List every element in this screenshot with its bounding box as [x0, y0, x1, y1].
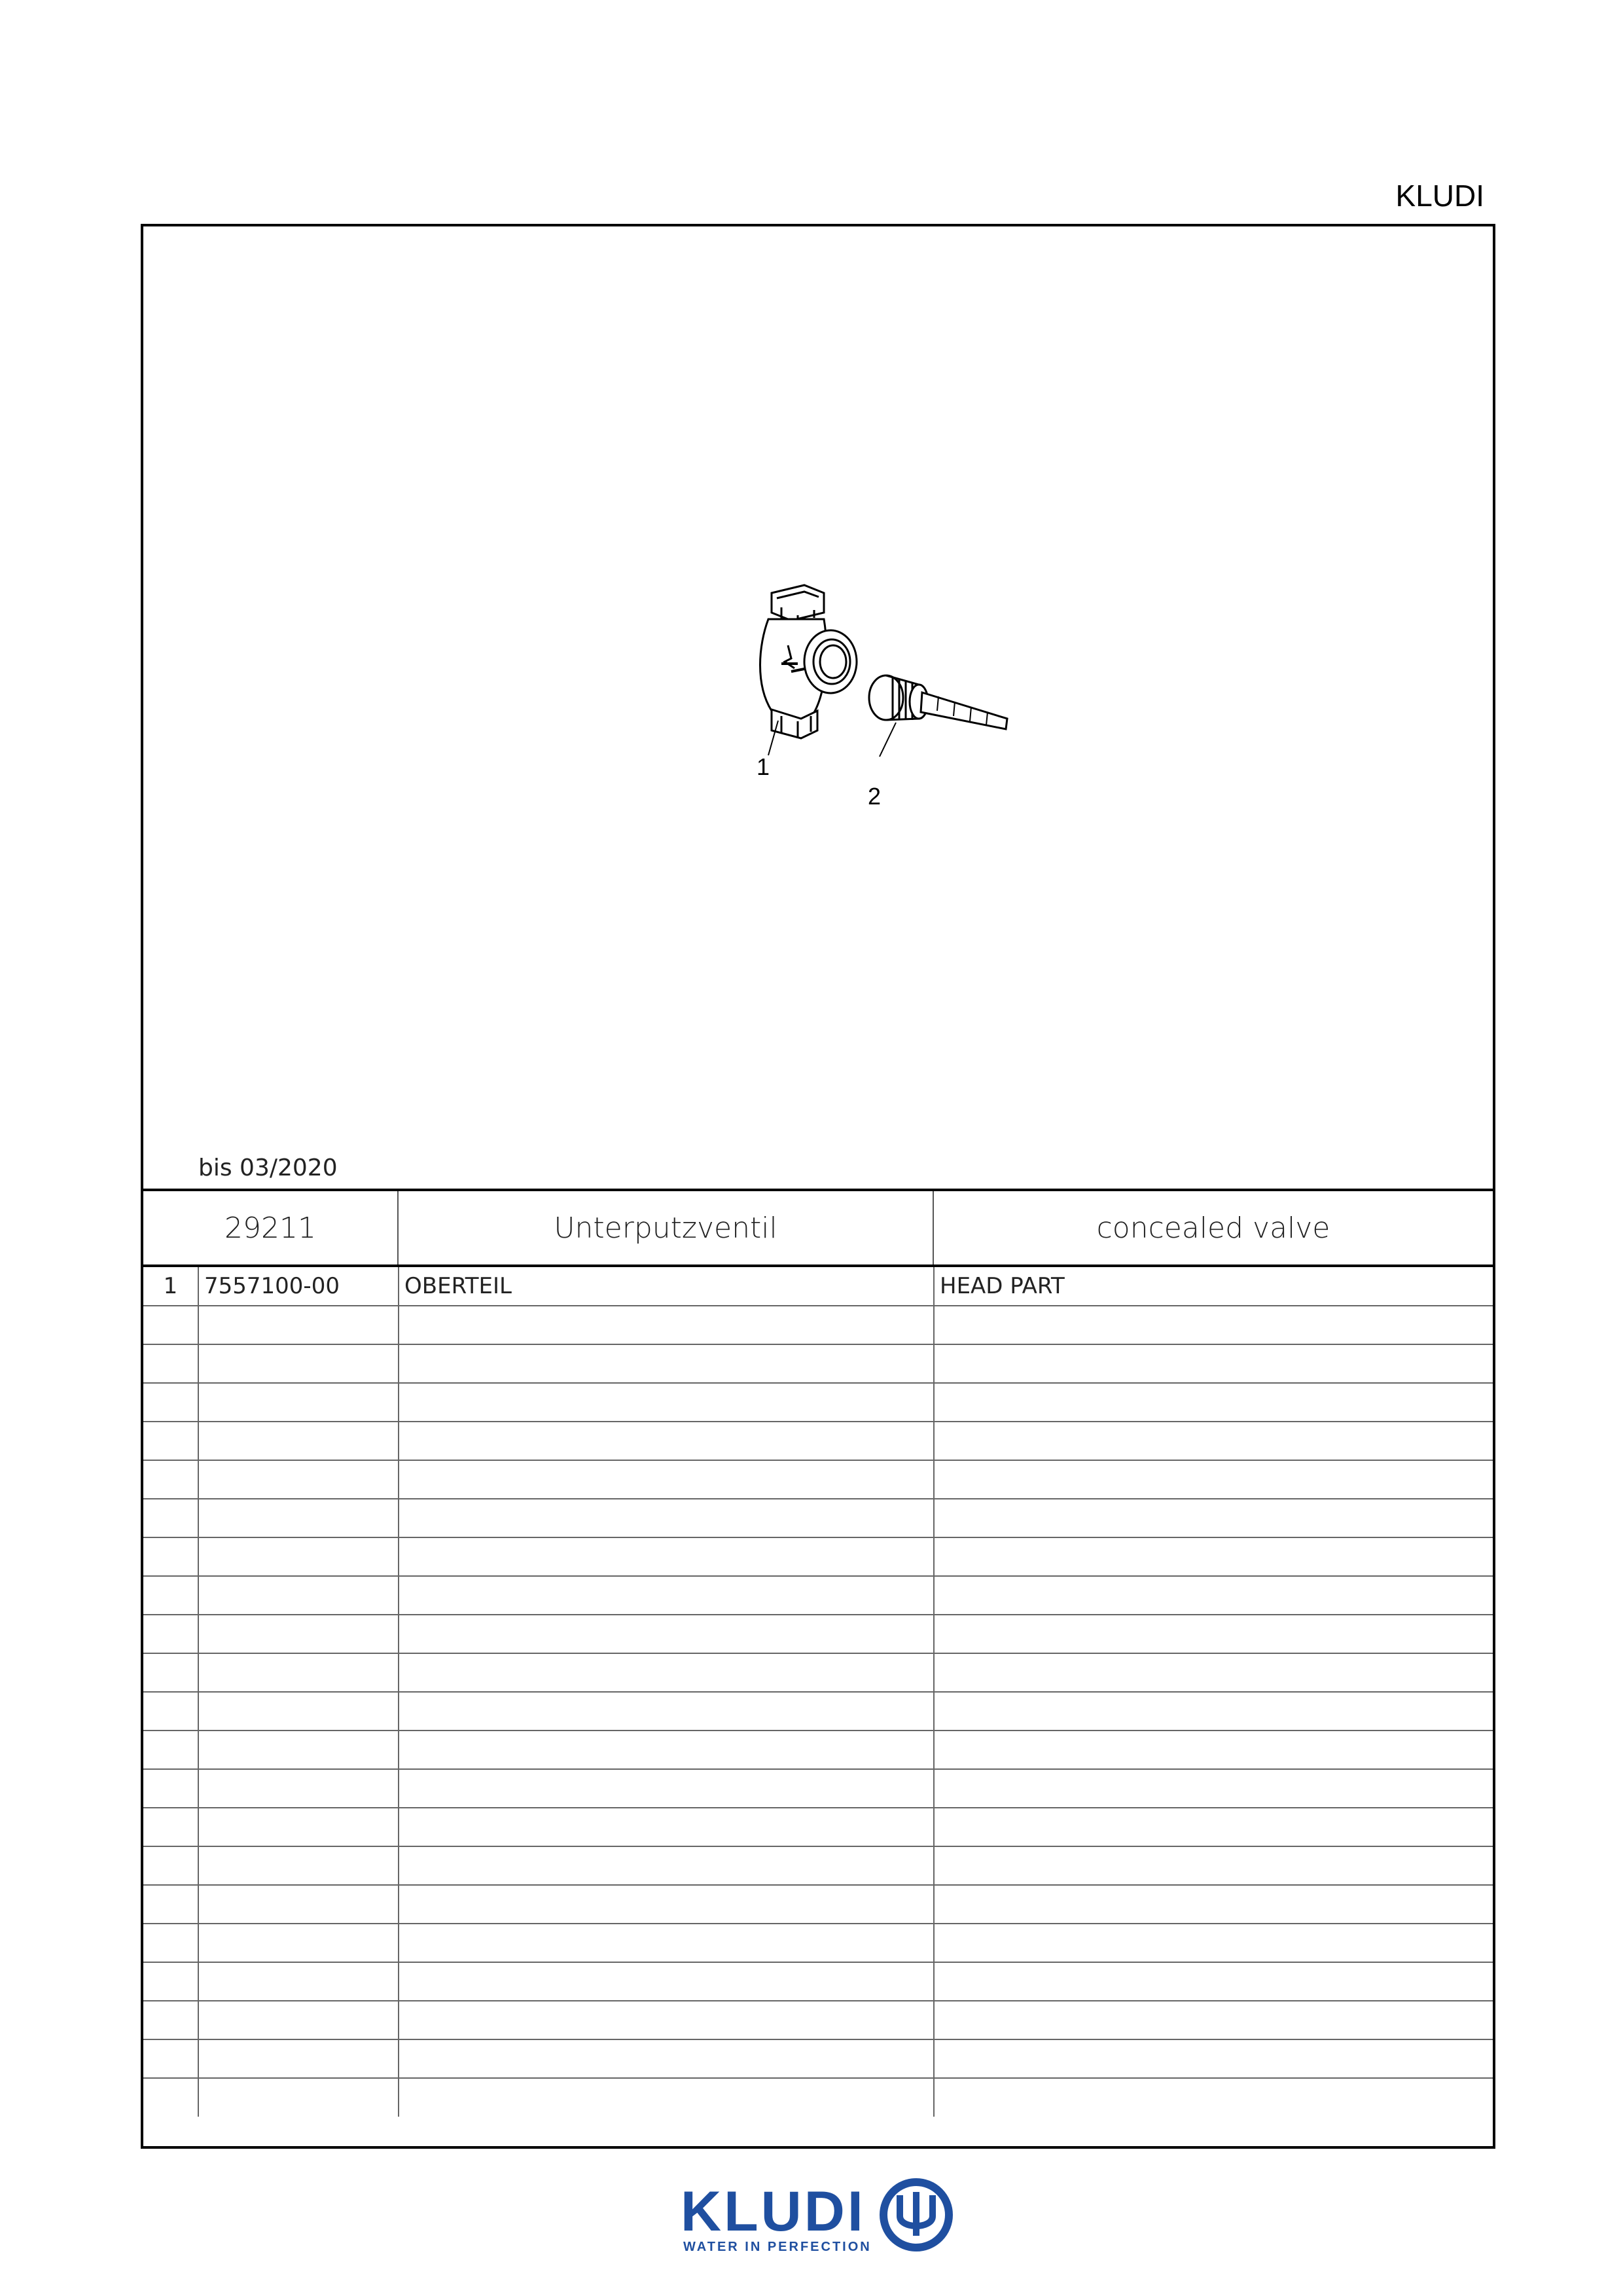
part-number — [198, 1846, 399, 1885]
part-position — [143, 1537, 198, 1576]
kludi-logo — [681, 2179, 969, 2258]
part-name-en — [934, 1653, 1493, 1692]
valve-drawing-svg — [143, 226, 1493, 1186]
part-number — [198, 1769, 399, 1808]
part-position — [143, 1808, 198, 1846]
table-row — [143, 1885, 1493, 1924]
part-name-de — [399, 1576, 934, 1615]
part-number — [198, 1653, 399, 1692]
logo-tagline: WATER IN PERFECTION — [683, 2240, 872, 2254]
part-name-de — [399, 1846, 934, 1885]
part-position — [143, 2078, 198, 2117]
part-name-de — [399, 1962, 934, 2001]
part-name-en — [934, 1344, 1493, 1383]
part-name-de — [399, 1422, 934, 1460]
part-number — [198, 1383, 399, 1422]
part-position — [143, 1924, 198, 1962]
part-position — [143, 1306, 198, 1344]
part-name-de — [399, 1731, 934, 1769]
part-number: 7557100-00 — [198, 1267, 399, 1306]
part-name-en — [934, 1924, 1493, 1962]
part-name-en — [934, 1692, 1493, 1731]
part-position — [143, 1344, 198, 1383]
product-name-en: concealed valve — [1096, 1211, 1330, 1245]
part-name-en — [934, 1499, 1493, 1537]
product-header — [143, 1189, 1493, 1267]
part-position — [143, 1769, 198, 1808]
part-position — [143, 1576, 198, 1615]
part-name-de — [399, 1499, 934, 1537]
logo-wordmark: KLUDI — [681, 2180, 866, 2243]
part-number — [198, 1537, 399, 1576]
part-name-de — [399, 1615, 934, 1653]
part-name-en — [934, 1962, 1493, 2001]
table-row — [143, 1537, 1493, 1576]
kludi-emblem-icon — [877, 2176, 955, 2254]
validity-note: bis 03/2020 — [198, 1155, 338, 1181]
part-position: 1 — [143, 1267, 198, 1306]
part-name-en — [934, 1306, 1493, 1344]
part-position — [143, 1885, 198, 1924]
table-row — [143, 1460, 1493, 1499]
part-number — [198, 2078, 399, 2117]
exploded-drawing — [143, 226, 1493, 1189]
part-number — [198, 2001, 399, 2039]
table-row — [143, 1808, 1493, 1846]
part-name-en: HEAD PART — [934, 1267, 1493, 1306]
parts-table — [143, 1267, 1493, 2117]
part-name-de — [399, 1885, 934, 1924]
part-number — [198, 1576, 399, 1615]
table-row — [143, 1962, 1493, 2001]
part-position — [143, 1460, 198, 1499]
valve-body-drawing — [760, 585, 857, 738]
part-name-en — [934, 2039, 1493, 2078]
part-position — [143, 1962, 198, 2001]
part-name-en — [934, 1422, 1493, 1460]
part-name-de — [399, 1692, 934, 1731]
part-position — [143, 1692, 198, 1731]
part-number — [198, 1962, 399, 2001]
product-name-de: Unterputzventil — [399, 1191, 934, 1265]
part-position — [143, 1731, 198, 1769]
part-name-de — [399, 1306, 934, 1344]
part-name-de — [399, 2001, 934, 2039]
part-position — [143, 1383, 198, 1422]
part-name-de — [399, 1653, 934, 1692]
table-row — [143, 1383, 1493, 1422]
table-row — [143, 1653, 1493, 1692]
table-row — [143, 2039, 1493, 2078]
table-row — [143, 1499, 1493, 1537]
table-row — [143, 1306, 1493, 1344]
callout-1: 1 — [757, 753, 770, 780]
part-name-en — [934, 2001, 1493, 2039]
table-row — [143, 1924, 1493, 1962]
part-name-en — [934, 1537, 1493, 1576]
part-name-de: OBERTEIL — [399, 1267, 934, 1306]
part-name-en — [934, 1576, 1493, 1615]
table-row — [143, 1576, 1493, 1615]
part-name-de — [399, 1769, 934, 1808]
table-row — [143, 1769, 1493, 1808]
part-number — [198, 1344, 399, 1383]
part-number — [198, 1615, 399, 1653]
part-position — [143, 2039, 198, 2078]
part-name-de — [399, 1460, 934, 1499]
part-number — [198, 1731, 399, 1769]
part-name-de — [399, 1924, 934, 1962]
part-number — [198, 1808, 399, 1846]
part-name-de — [399, 2078, 934, 2117]
part-number — [198, 1422, 399, 1460]
part-position — [143, 1653, 198, 1692]
part-name-de — [399, 1344, 934, 1383]
part-name-de — [399, 1537, 934, 1576]
part-name-en — [934, 1615, 1493, 1653]
table-row — [143, 1344, 1493, 1383]
part-number — [198, 1692, 399, 1731]
part-name-en — [934, 1808, 1493, 1846]
table-row — [143, 1422, 1493, 1460]
table-row — [143, 2078, 1493, 2117]
part-position — [143, 1499, 198, 1537]
table-row — [143, 1692, 1493, 1731]
product-number: 29211 — [143, 1191, 399, 1265]
part-position — [143, 1615, 198, 1653]
part-position — [143, 1846, 198, 1885]
callout-2: 2 — [868, 783, 882, 810]
part-number — [198, 1885, 399, 1924]
part-name-en — [934, 1885, 1493, 1924]
part-name-de — [399, 1808, 934, 1846]
part-name-en — [934, 2078, 1493, 2117]
part-name-en — [934, 1383, 1493, 1422]
part-position — [143, 2001, 198, 2039]
part-number — [198, 1499, 399, 1537]
table-row — [143, 1731, 1493, 1769]
brand-header: KLUDI — [1395, 179, 1484, 213]
part-number — [198, 1924, 399, 1962]
part-number — [198, 1460, 399, 1499]
part-number — [198, 2039, 399, 2078]
table-row — [143, 1615, 1493, 1653]
table-row — [143, 1846, 1493, 1885]
table-row — [143, 2001, 1493, 2039]
part-name-de — [399, 2039, 934, 2078]
part-position — [143, 1422, 198, 1460]
part-name-en — [934, 1846, 1493, 1885]
part-number — [198, 1306, 399, 1344]
part-name-en — [934, 1769, 1493, 1808]
parts-sheet-frame — [141, 224, 1495, 2149]
part-name-en — [934, 1460, 1493, 1499]
part-name-en — [934, 1731, 1493, 1769]
table-row — [143, 1267, 1493, 1306]
head-part-drawing — [869, 675, 1007, 729]
part-name-de — [399, 1383, 934, 1422]
